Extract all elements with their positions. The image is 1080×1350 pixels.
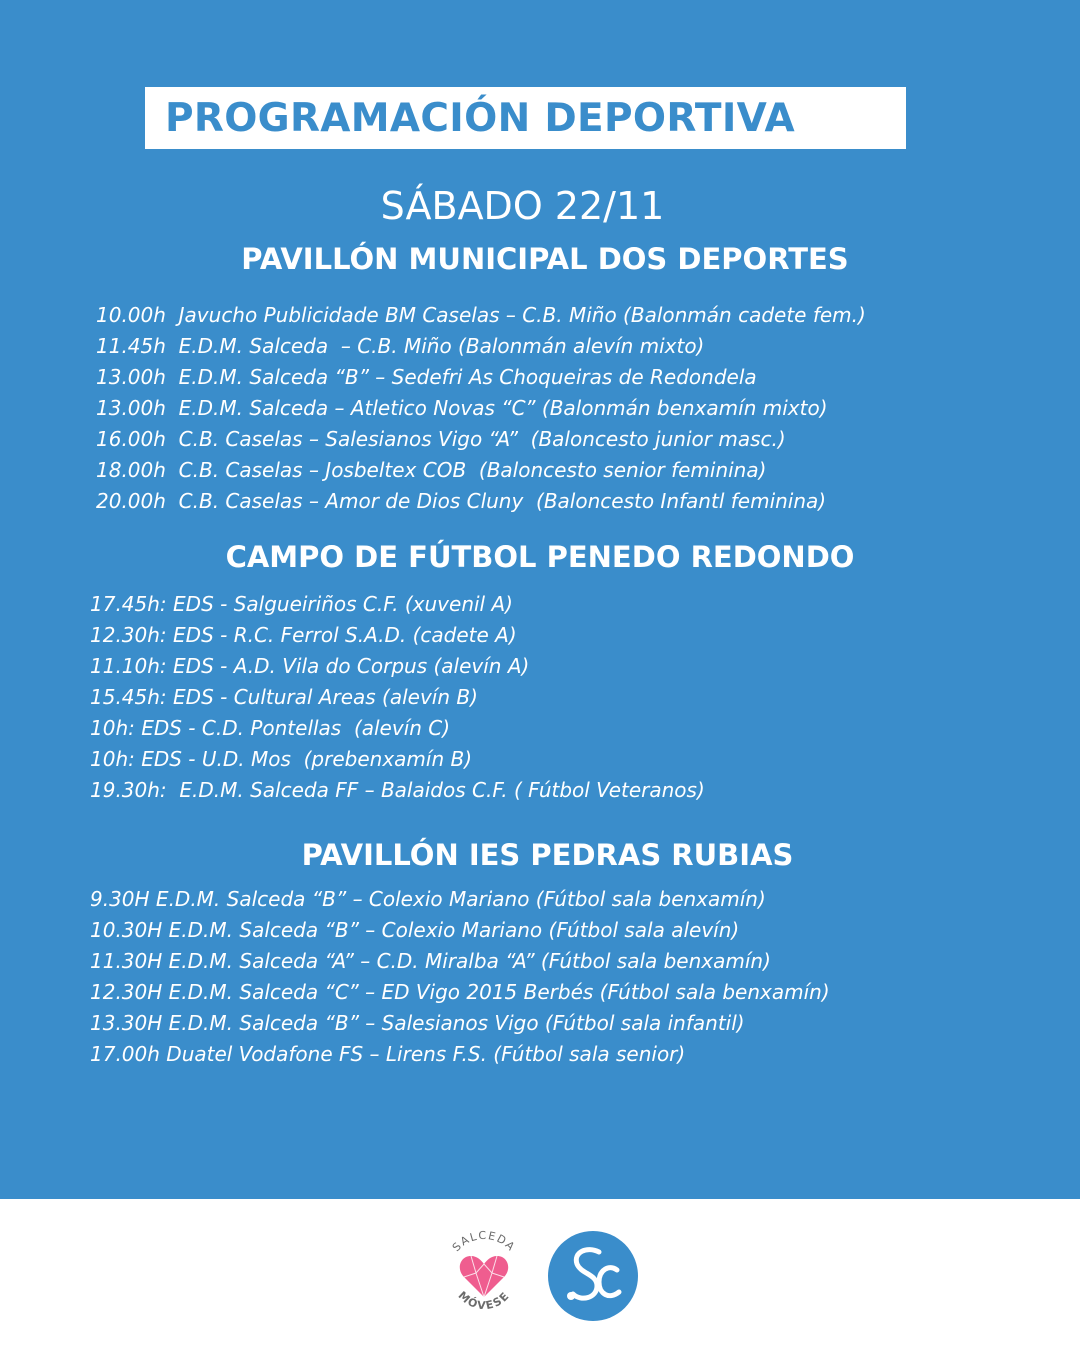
logo-bottom-text: MÓVESE: [455, 1288, 513, 1313]
list-item: 17.00h Duatel Vodafone FS – Lirens F.S. (Fútbol sala senior): [90, 1042, 686, 1066]
page-title: PROGRAMACIÓN DEPORTIVA: [165, 95, 795, 141]
list-item: 12.30H E.D.M. Salceda “C” – ED Vigo 2015 Berbés (Fútbol sala benxamín): [90, 980, 830, 1004]
list-item: 11.30H E.D.M. Salceda “A” – C.D. Miralba “A” (Fútbol sala benxamín): [90, 949, 771, 973]
list-item: 13.30H E.D.M. Salceda “B” – Salesianos Vigo (Fútbol sala infantil): [90, 1011, 745, 1035]
svg-text:SALCEDA: [450, 1229, 518, 1254]
list-item: 20.00h C.B. Caselas – Amor de Dios Cluny (Baloncesto Infantl feminina): [96, 489, 827, 513]
list-item: 16.00h C.B. Caselas – Salesianos Vigo “A” (Baloncesto junior masc.): [96, 427, 786, 451]
list-item: 15.45h: EDS - Cultural Areas (alevín B): [90, 685, 478, 709]
list-item: 18.00h C.B. Caselas – Josbeltex COB (Baloncesto senior feminina): [96, 458, 767, 482]
list-item: 9.30H E.D.M. Salceda “B” – Colexio Mariano (Fútbol sala benxamín): [90, 887, 766, 911]
list-item: 11.45h E.D.M. Salceda – C.B. Miño (Balonmán alevín mixto): [96, 334, 705, 358]
list-item: 11.10h: EDS - A.D. Vila do Corpus (alevín A): [90, 654, 530, 678]
list-item: 19.30h: E.D.M. Salceda FF – Balaidos C.F. ( Fútbol Veteranos): [90, 778, 705, 802]
footer: [0, 1199, 1080, 1350]
match-list-campo-futbol: [90, 589, 705, 806]
section-title-campo-futbol: CAMPO DE FÚTBOL PENEDO REDONDO: [225, 540, 855, 574]
section-title-pavillon-municipal: PAVILLÓN MUNICIPAL DOS DEPORTES: [241, 242, 849, 276]
list-item: 10h: EDS - U.D. Mos (prebenxamín B): [90, 747, 473, 771]
section-title-pavillon-ies: PAVILLÓN IES PEDRAS RUBIAS: [301, 838, 794, 872]
list-item: 17.45h: EDS - Salgueiriños C.F. (xuvenil A): [90, 592, 513, 616]
list-item: 10h: EDS - C.D. Pontellas (alevín C): [90, 716, 451, 740]
list-item: 13.00h E.D.M. Salceda “B” – Sedefri As Choqueiras de Redondela: [96, 365, 757, 389]
list-item: 10.00h Javucho Publicidade BM Caselas – C.B. Miño (Balonmán cadete fem.): [96, 303, 866, 327]
list-item: 13.00h E.D.M. Salceda – Atletico Novas “C” (Balonmán benxamín mixto): [96, 396, 828, 420]
match-list-pavillon-municipal: [96, 300, 866, 517]
logo-top-text: SALCEDA: [449, 1228, 519, 1255]
list-item: 10.30H E.D.M. Salceda “B” – Colexio Mariano (Fútbol sala alevín): [90, 918, 740, 942]
sc-monogram-icon: [547, 1230, 639, 1322]
salceda-movese-logo: [436, 1225, 532, 1321]
event-date: SÁBADO 22/11: [380, 184, 665, 228]
title-box: [145, 87, 906, 149]
heart-icon: [460, 1256, 508, 1297]
list-item: 12.30h: EDS - R.C. Ferrol S.A.D. (cadete A): [90, 623, 517, 647]
match-list-pavillon-ies: [90, 884, 830, 1070]
